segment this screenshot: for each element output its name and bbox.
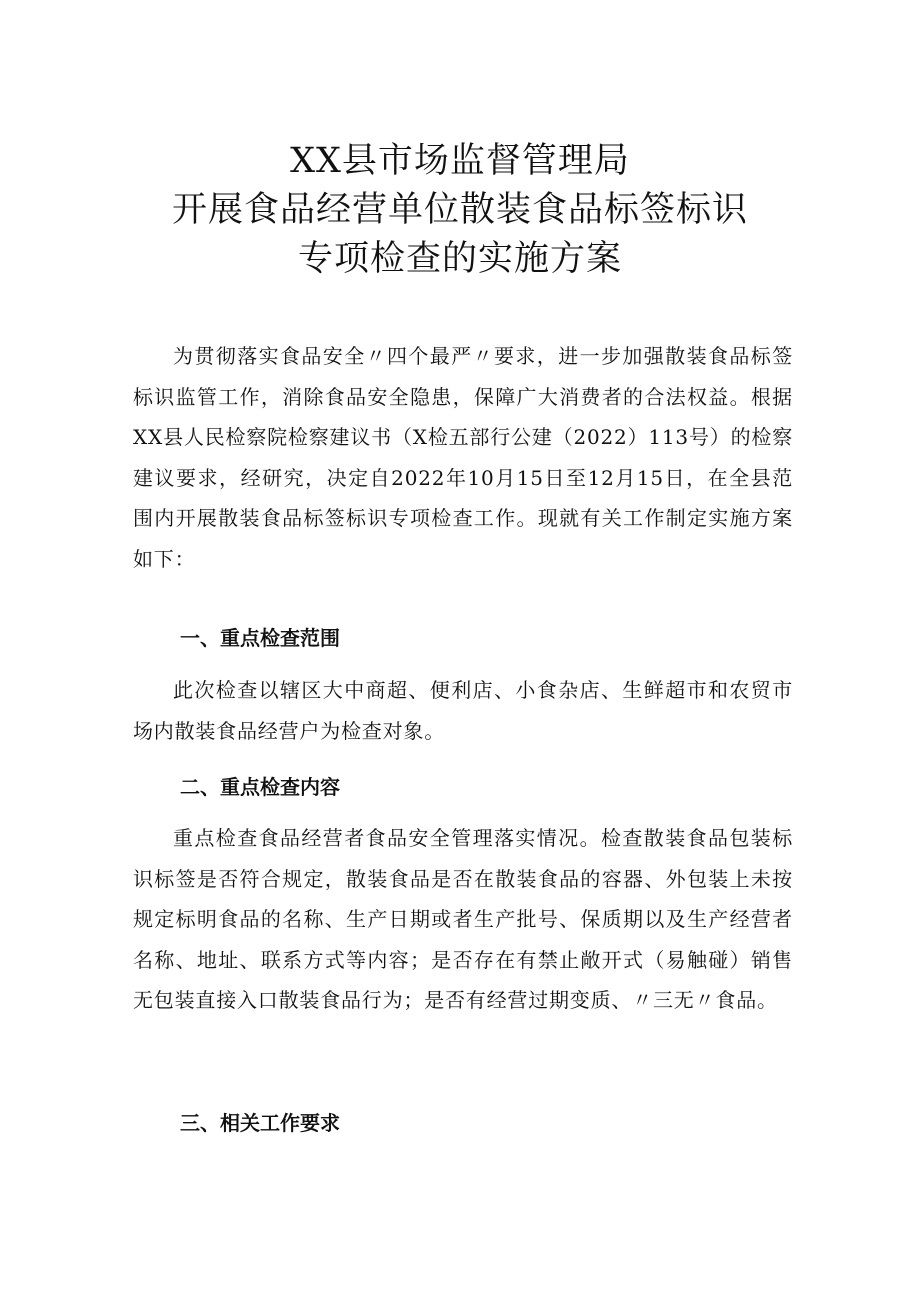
section-heading-content: 二、重点检查内容	[180, 775, 340, 799]
intro-paragraph: 为贯彻落实食品安全〃四个最严〃要求，进一步加强散装食品标签标识监管工作，消除食品安全隐患，保障广大消费者的合法权益。根据XX县人民检察院检察建议书（X检五部行公建（2022）113号）的检察建议要求，经研究，决定自2022年10月15日至12月15日，在全县范围内开展散装食品标签标识专项检查工作。现就有关工作制定实施方案如下：	[133, 344, 793, 571]
document-title	[0, 137, 920, 284]
section-heading-scope: 一、重点检查范围	[180, 626, 340, 650]
section-body-scope: 此次检查以辖区大中商超、便利店、小食杂店、生鲜超市和农贸市场内散装食品经营户为检查对象。	[133, 678, 793, 743]
title-line-subject: 开展食品经营单位散装食品标签标识	[171, 190, 748, 230]
title-line-agency: XX县市场监督管理局	[290, 141, 630, 181]
title-line-plan: 专项检查的实施方案	[297, 239, 622, 279]
section-heading-requirements: 三、相关工作要求	[180, 1111, 340, 1135]
section-body-content: 重点检查食品经营者食品安全管理落实情况。检查散装食品包装标识标签是否符合规定，散装食品是否在散装食品的容器、外包装上未按规定标明食品的名称、生产日期或者生产批号、保质期以及生产经营者名称、地址、联系方式等内容；是否存在有禁止敞开式（易触碰）销售无包装直接入口散装食品行为；是否有经营过期变质、〃三无〃食品。	[133, 826, 793, 1012]
